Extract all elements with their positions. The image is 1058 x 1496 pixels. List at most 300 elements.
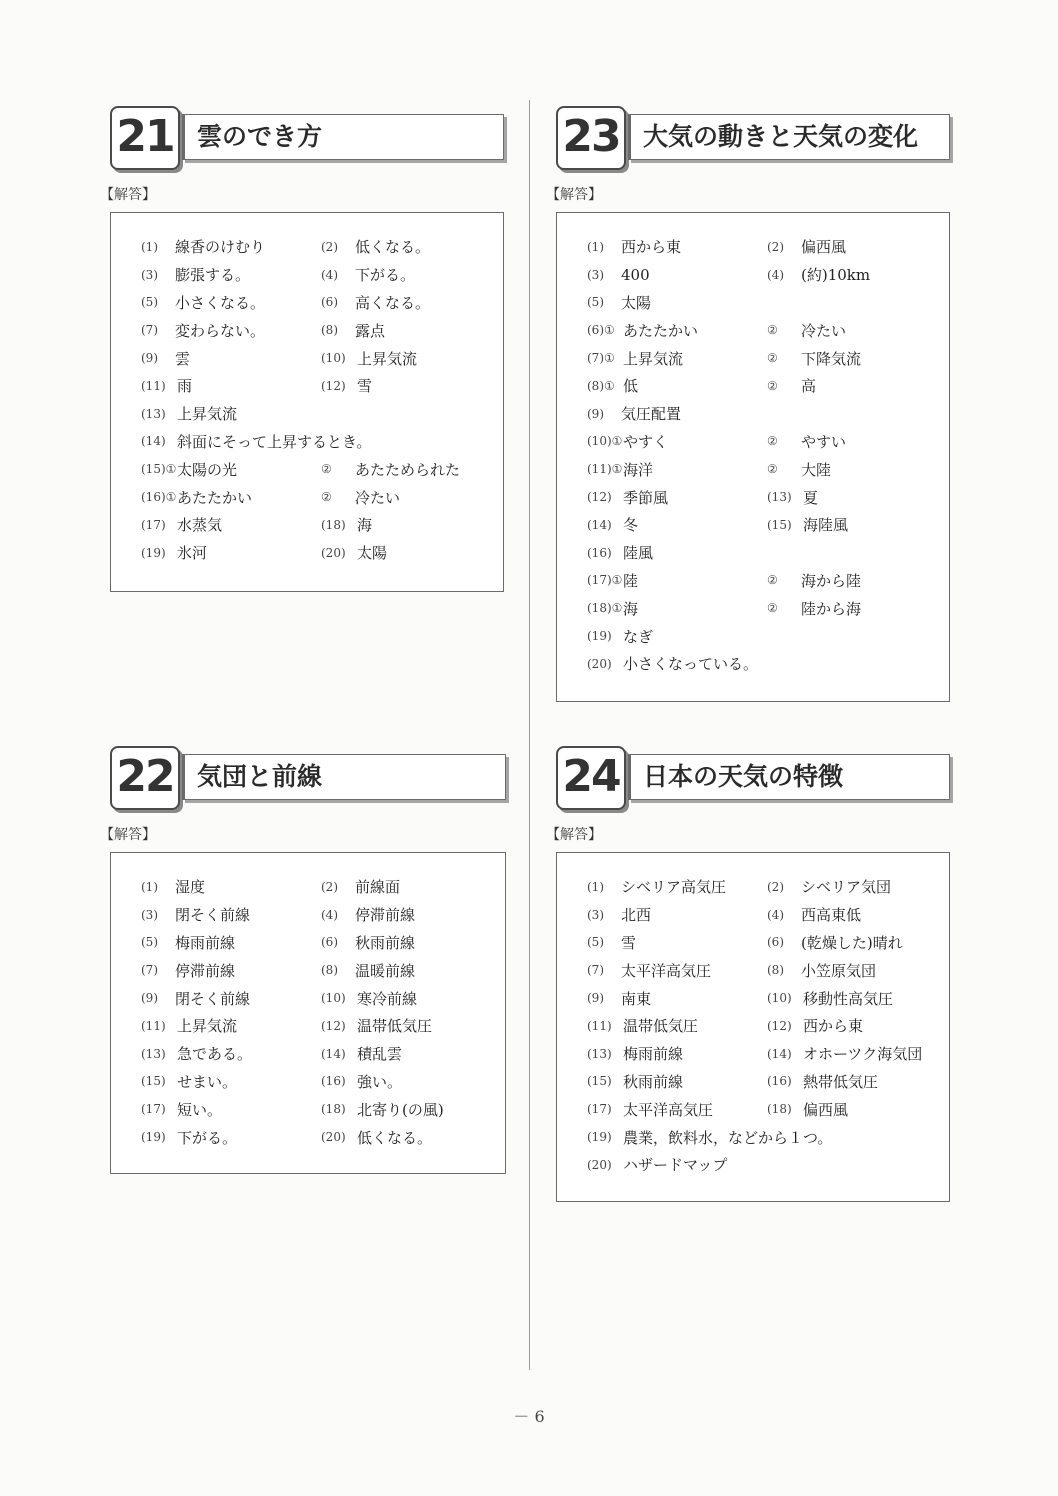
answer-item — [587, 1099, 767, 1120]
answer-text: 移動性高気圧 — [803, 989, 894, 1008]
answer-text: 太平洋高気圧 — [621, 961, 712, 980]
answer-item — [321, 348, 417, 369]
answer-row — [141, 901, 505, 929]
answer-row — [587, 984, 949, 1012]
answer-item — [767, 1071, 878, 1092]
answer-box — [556, 852, 950, 1202]
answer-text: 陸 — [623, 571, 639, 590]
answer-number: (20) — [321, 1130, 346, 1145]
answer-number: (16) — [321, 1074, 346, 1089]
answer-row — [141, 1095, 505, 1123]
answer-text: 偏西風 — [803, 1100, 849, 1119]
answer-text: やすい — [801, 432, 847, 451]
answer-number: (4) — [321, 907, 338, 922]
answer-item — [141, 459, 321, 480]
answer-item — [321, 514, 372, 535]
answer-row — [141, 1012, 505, 1040]
answer-number: (3) — [141, 267, 158, 282]
answer-item — [321, 1043, 402, 1064]
answer-text: 海陸風 — [803, 516, 849, 535]
answer-text: 湿度 — [175, 878, 206, 897]
answer-text: 下降気流 — [801, 349, 862, 368]
answer-text: 大陸 — [801, 460, 832, 479]
answer-text: 変わらない。 — [175, 321, 266, 340]
answer-item — [321, 932, 415, 953]
answer-row — [587, 929, 949, 957]
answer-number: (9) — [587, 991, 604, 1006]
answer-text: 陸から海 — [801, 599, 862, 618]
answer-row — [587, 1123, 949, 1151]
answer-text: 気圧配置 — [621, 405, 682, 424]
answer-item — [587, 876, 767, 897]
answer-box — [110, 212, 504, 592]
section-header — [556, 746, 950, 808]
answer-text: 上昇気流 — [177, 405, 238, 424]
answer-text: 西から東 — [621, 238, 682, 257]
answer-number: (2) — [767, 879, 784, 894]
answer-item — [767, 348, 861, 369]
answer-item — [321, 1099, 444, 1120]
answer-number: (6) — [321, 295, 338, 310]
answer-item — [141, 904, 321, 925]
answer-item — [141, 487, 321, 508]
section-number: 21 — [110, 106, 180, 170]
answer-text: 夏 — [803, 488, 819, 507]
answer-text: 海 — [623, 599, 639, 618]
answer-number: (10) — [321, 991, 346, 1006]
answer-number: (19) — [141, 1130, 166, 1145]
answer-number: (12) — [321, 378, 346, 393]
answer-text: 水蒸気 — [177, 516, 223, 535]
answer-row — [587, 956, 949, 984]
section-number: 23 — [556, 106, 626, 170]
answer-number: (3) — [587, 907, 604, 922]
answer-number: (18) — [767, 1102, 792, 1117]
section-title: 雲のでき方 — [182, 114, 504, 160]
answer-row — [587, 261, 949, 289]
answer-text: 下がる。 — [177, 1128, 238, 1147]
answer-item — [141, 988, 321, 1009]
answer-item — [141, 876, 321, 897]
answer-text: 下がる。 — [355, 266, 416, 285]
answer-row — [141, 455, 503, 483]
answer-text: 秋雨前線 — [623, 1072, 684, 1091]
answer-number: (14) — [587, 517, 612, 532]
answer-item — [141, 348, 321, 369]
answer-number: (14) — [141, 434, 166, 449]
answer-number: (6) — [767, 935, 784, 950]
answer-row — [141, 372, 503, 400]
answer-text: 太陽の光 — [177, 460, 238, 479]
answer-row — [141, 344, 503, 372]
answer-item — [587, 348, 767, 369]
answer-item — [587, 292, 651, 313]
section-number: 22 — [110, 746, 180, 810]
answer-text: 太陽 — [357, 544, 388, 563]
answer-item — [141, 431, 371, 452]
answer-row — [587, 455, 949, 483]
answer-label: 【解答】 — [100, 187, 156, 203]
answer-text: 冷たい — [801, 321, 847, 340]
answer-text: オホーツク海気団 — [803, 1045, 923, 1064]
section-24 — [546, 746, 950, 1202]
answer-item — [587, 266, 767, 284]
section-21 — [100, 106, 504, 592]
answer-row — [141, 483, 503, 511]
answer-row — [587, 1068, 949, 1096]
answer-number: (5) — [141, 935, 158, 950]
answer-number: (7) — [587, 963, 604, 978]
answer-text: 季節風 — [623, 488, 669, 507]
answer-text: シベリア高気圧 — [621, 878, 727, 897]
answer-number: (14) — [321, 1046, 346, 1061]
answer-item — [141, 1043, 321, 1064]
answer-text: 雲 — [175, 349, 191, 368]
answer-item — [141, 292, 321, 313]
answer-number: (2) — [321, 239, 338, 254]
answer-item — [321, 960, 415, 981]
answer-item — [321, 292, 430, 313]
answer-number: (17) — [141, 1102, 166, 1117]
answer-row — [587, 316, 949, 344]
answer-number: ② — [767, 351, 778, 366]
answer-number: (15) — [767, 517, 792, 532]
answer-number: (11) — [587, 1018, 612, 1033]
answer-text: 偏西風 — [801, 238, 847, 257]
answer-item — [767, 988, 893, 1009]
answer-text: 小さくなる。 — [175, 293, 266, 312]
answer-text: 西高東低 — [801, 906, 862, 925]
answer-item — [767, 960, 876, 981]
answer-number: (10) — [767, 991, 792, 1006]
answer-number: ② — [767, 323, 778, 338]
answer-item — [587, 459, 767, 480]
answer-number: (1) — [587, 879, 604, 894]
answer-number: (17) — [141, 517, 166, 532]
answer-text: 上昇気流 — [623, 349, 684, 368]
answer-text: 熱帯低気圧 — [803, 1072, 879, 1091]
answer-number: (19) — [587, 1130, 612, 1145]
answer-number: (8) — [321, 323, 338, 338]
answer-item — [767, 1043, 922, 1064]
answer-number: (4) — [321, 267, 338, 282]
answer-item — [767, 598, 861, 619]
answer-text: 南東 — [621, 989, 652, 1008]
answer-number: (1) — [141, 239, 158, 254]
answer-number: (9) — [141, 351, 158, 366]
answer-number: (7)① — [587, 351, 615, 366]
answer-number: (13) — [767, 490, 792, 505]
answer-text: あたためられた — [355, 460, 461, 479]
answer-text: 閉そく前線 — [175, 989, 251, 1008]
answer-text: 強い。 — [357, 1072, 403, 1091]
section-number: 24 — [556, 746, 626, 810]
answer-row — [141, 984, 505, 1012]
answer-row — [141, 956, 505, 984]
answer-text: 低 — [623, 377, 639, 396]
answer-number: (18)① — [587, 601, 623, 616]
answer-label: 【解答】 — [100, 827, 156, 843]
answer-text: 高 — [801, 377, 817, 396]
answer-box — [556, 212, 950, 702]
answer-item — [587, 542, 653, 563]
answer-row — [587, 289, 949, 317]
answer-row — [141, 289, 503, 317]
answer-text: 農業，飲料水，などから１つ。 — [623, 1128, 833, 1147]
answer-row — [587, 539, 949, 567]
answer-number: ② — [767, 462, 778, 477]
answer-item — [767, 932, 903, 953]
answer-text: 冷たい — [355, 488, 401, 507]
answer-text: 線香のけむり — [175, 238, 266, 257]
answer-text: シベリア気団 — [801, 878, 892, 897]
answer-label: 【解答】 — [546, 827, 602, 843]
answer-number: (13) — [141, 1046, 166, 1061]
answer-row — [141, 1040, 505, 1068]
answer-row — [141, 428, 503, 456]
answer-text: 低くなる。 — [357, 1128, 433, 1147]
answer-text: やすく — [623, 432, 669, 451]
answer-number: (19) — [587, 629, 612, 644]
answer-item — [141, 932, 321, 953]
answer-text: 400 — [621, 265, 650, 284]
answer-row — [587, 650, 949, 678]
answer-number: (11)① — [587, 462, 623, 477]
answer-text: 高くなる。 — [355, 293, 431, 312]
answer-number: (13) — [587, 1046, 612, 1061]
answer-number: (16)① — [141, 490, 177, 505]
answer-text: 膨張する。 — [175, 266, 251, 285]
answer-row — [141, 400, 503, 428]
answer-text: 急である。 — [177, 1045, 253, 1064]
section-title: 大気の動きと天気の変化 — [628, 114, 950, 160]
answer-row — [587, 483, 949, 511]
answer-row — [587, 901, 949, 929]
answer-item — [321, 1071, 402, 1092]
answer-number: ② — [767, 378, 778, 393]
answer-item — [141, 320, 321, 341]
answer-row — [587, 372, 949, 400]
page-number: － 6 — [513, 1407, 545, 1426]
answer-box — [110, 852, 506, 1174]
answer-number: (2) — [321, 879, 338, 894]
answer-text: 停滞前線 — [175, 961, 236, 980]
answer-item — [587, 1071, 767, 1092]
answer-item — [587, 320, 767, 341]
answer-item — [587, 431, 767, 452]
answer-text: 寒冷前線 — [357, 989, 418, 1008]
answer-item — [587, 375, 767, 396]
answer-number: (6)① — [587, 323, 615, 338]
answer-row — [587, 1012, 949, 1040]
answer-text: 海洋 — [623, 460, 654, 479]
answer-item — [587, 988, 767, 1009]
answer-item — [321, 904, 415, 925]
answer-item — [321, 988, 417, 1009]
answer-number: ② — [321, 490, 332, 505]
answer-text: 温暖前線 — [355, 961, 416, 980]
answer-text: 梅雨前線 — [623, 1045, 684, 1064]
answer-text: 短い。 — [177, 1100, 223, 1119]
answer-number: (4) — [767, 907, 784, 922]
answer-text: 積乱雲 — [357, 1045, 403, 1064]
answer-row — [141, 929, 505, 957]
answer-text: 小笠原気団 — [801, 961, 877, 980]
answer-text: あたたかい — [623, 321, 699, 340]
answer-row — [141, 511, 503, 539]
answer-text: 温帯低気圧 — [357, 1017, 433, 1036]
answer-number: (5) — [141, 295, 158, 310]
answer-number: ② — [767, 573, 778, 588]
answer-item — [587, 1043, 767, 1064]
answer-number: (7) — [141, 963, 158, 978]
answer-number: (20) — [321, 545, 346, 560]
answer-row — [587, 400, 949, 428]
answer-item — [141, 1099, 321, 1120]
answer-number: (17) — [587, 1102, 612, 1117]
answer-text: 西から東 — [803, 1017, 864, 1036]
answer-row — [141, 316, 503, 344]
answer-item — [587, 653, 758, 674]
section-header — [110, 746, 506, 808]
answer-row — [587, 594, 949, 622]
answer-item — [587, 1127, 832, 1148]
answer-number: (12) — [767, 1018, 792, 1033]
answer-item — [767, 459, 831, 480]
answer-item — [767, 514, 848, 535]
answer-item — [767, 431, 846, 452]
answer-label: 【解答】 — [546, 187, 602, 203]
answer-item — [587, 403, 681, 424]
answer-item — [587, 904, 767, 925]
answer-text: 小さくなっている。 — [623, 655, 759, 674]
section-header — [556, 106, 950, 168]
answer-item — [141, 542, 321, 563]
answer-number: (8)① — [587, 378, 615, 393]
answer-number: (16) — [587, 545, 612, 560]
answer-row — [587, 873, 949, 901]
answer-item — [587, 598, 767, 619]
answer-row — [587, 344, 949, 372]
answer-row — [587, 1095, 949, 1123]
answer-item — [141, 375, 321, 396]
answer-text: (乾燥した)晴れ — [801, 933, 903, 952]
answer-item — [587, 570, 767, 591]
answer-item — [321, 542, 387, 563]
answer-row — [141, 873, 505, 901]
answer-number: (8) — [321, 963, 338, 978]
answer-number: (5) — [587, 935, 604, 950]
answer-row — [141, 1123, 505, 1151]
answer-text: 低くなる。 — [355, 238, 431, 257]
answer-text: 閉そく前線 — [175, 906, 251, 925]
answer-text: 梅雨前線 — [175, 933, 236, 952]
answer-number: (15)① — [141, 462, 177, 477]
answer-item — [141, 403, 237, 424]
answer-item — [767, 375, 816, 396]
answer-number: (1) — [587, 239, 604, 254]
answer-number: (10) — [321, 351, 346, 366]
answer-number: (1) — [141, 879, 158, 894]
answer-number: (19) — [141, 545, 166, 560]
answer-text: 雪 — [357, 377, 373, 396]
answer-item — [587, 1154, 727, 1175]
answer-item — [767, 570, 861, 591]
answer-item — [141, 1071, 321, 1092]
answer-item — [321, 375, 372, 396]
answer-text: 雨 — [177, 377, 193, 396]
answer-text: (約)10km — [801, 266, 871, 285]
answer-item — [321, 320, 385, 341]
answer-item — [767, 1099, 848, 1120]
answer-text: せまい。 — [177, 1072, 238, 1091]
answer-row — [141, 233, 503, 261]
answer-item — [587, 236, 767, 257]
answer-text: 冬 — [623, 516, 639, 535]
answer-number: (14) — [767, 1046, 792, 1061]
answer-text: 陸風 — [623, 544, 654, 563]
answer-text: 氷河 — [177, 544, 208, 563]
answer-number: (12) — [321, 1018, 346, 1033]
section-22 — [100, 746, 506, 1174]
answer-number: (15) — [587, 1074, 612, 1089]
answer-item — [141, 514, 321, 535]
answer-row — [587, 428, 949, 456]
answer-row — [587, 1040, 949, 1068]
answer-row — [587, 622, 949, 650]
answer-number: (4) — [767, 267, 784, 282]
answer-text: 北西 — [621, 906, 652, 925]
answer-item — [321, 459, 460, 480]
answer-number: (13) — [141, 406, 166, 421]
section-title: 日本の天気の特徴 — [628, 754, 950, 800]
answer-number: (2) — [767, 239, 784, 254]
answer-row — [141, 1068, 505, 1096]
answer-item — [767, 904, 861, 925]
answer-number: (9) — [141, 991, 158, 1006]
answer-item — [587, 626, 653, 647]
answer-item — [767, 487, 818, 508]
answer-text: 雪 — [621, 933, 637, 952]
answer-number: (3) — [587, 267, 604, 282]
answer-text: 停滞前線 — [355, 906, 416, 925]
answer-row — [587, 567, 949, 595]
answer-text: ハザードマップ — [623, 1156, 728, 1175]
answer-item — [767, 1015, 863, 1036]
answer-item — [141, 1127, 321, 1148]
answer-number: (20) — [587, 656, 612, 671]
answer-text: 海 — [357, 516, 373, 535]
answer-number: (18) — [321, 517, 346, 532]
answer-text: 太陽 — [621, 293, 652, 312]
answer-item — [321, 1127, 432, 1148]
answer-item — [321, 487, 400, 508]
answer-row — [587, 233, 949, 261]
answer-number: (15) — [141, 1074, 166, 1089]
answer-number: ② — [767, 601, 778, 616]
answer-item — [587, 932, 767, 953]
answer-item — [321, 1015, 432, 1036]
answer-text: 上昇気流 — [177, 1017, 238, 1036]
section-23 — [546, 106, 950, 702]
answer-item — [141, 236, 321, 257]
answer-number: (9) — [587, 406, 604, 421]
answer-text: あたたかい — [177, 488, 253, 507]
answer-item — [587, 514, 767, 535]
answer-number: (7) — [141, 323, 158, 338]
column-divider — [529, 100, 530, 1370]
answer-item — [587, 960, 767, 981]
